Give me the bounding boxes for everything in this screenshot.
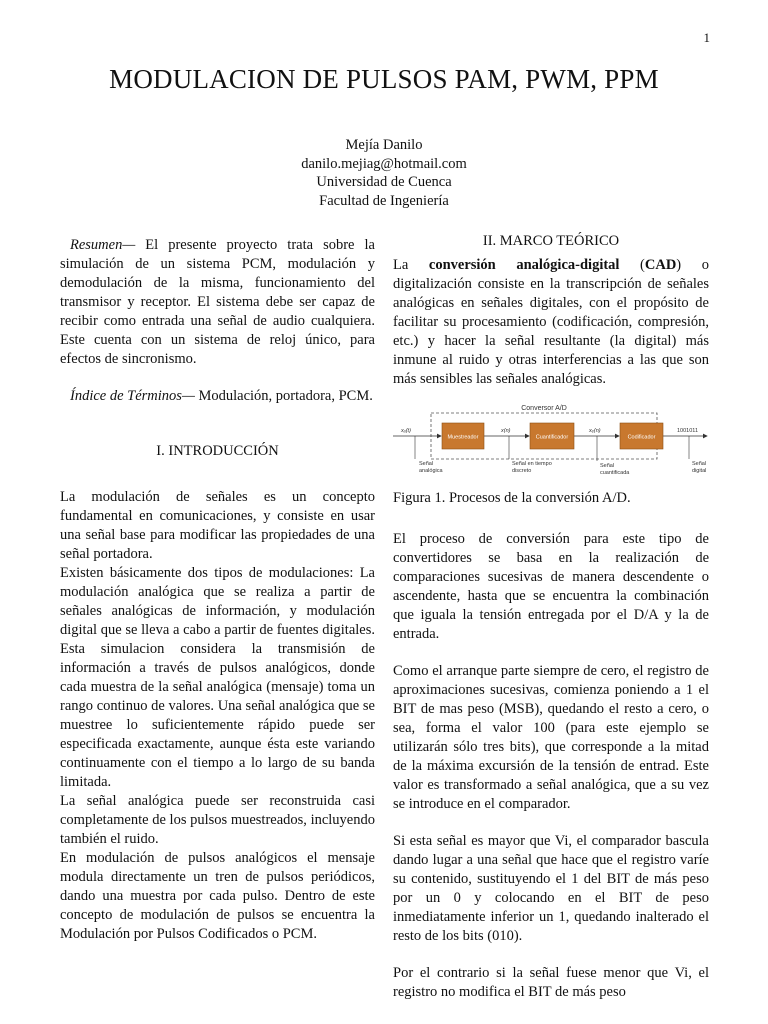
- marco-paragraph-3: Si esta señal es mayor que Vi, el comparador bascula dando lugar a una señal que hace que el registro varíe su contenido, sustituyendo el 1 del BIT de más peso por un 0 y colocando en el BIT de peso inmediatamente inferior un 1, quedando inalterado el resto de los bits (010).: [393, 833, 709, 944]
- author-faculty: Facultad de Ingeniería: [319, 192, 449, 209]
- intro-text-a: La: [393, 257, 429, 273]
- figure-ad-converter: [393, 399, 709, 487]
- figure-caption: Figura 1. Procesos de la conversión A/D.: [393, 490, 631, 506]
- index-terms-text: Modulación, portadora, PCM.: [194, 388, 373, 404]
- block-label-codificador: Codificador: [627, 434, 656, 441]
- signal-xn: x(n): [501, 428, 511, 434]
- intro-abbrev-cad: CAD: [644, 257, 677, 273]
- marco-intro-paragraph: [393, 256, 709, 389]
- signal-xa: xₐ(t): [401, 428, 411, 434]
- abstract-label: Resumen—: [70, 237, 136, 253]
- index-terms: [60, 387, 375, 406]
- index-terms-label: Índice de Términos—: [70, 388, 195, 404]
- label-senal-cuantificada: Señal cuantificada: [600, 463, 630, 476]
- section-heading-marco-teorico: II. MARCO TEÓRICO: [482, 233, 620, 249]
- author-name: Mejía Danilo: [345, 137, 423, 153]
- author-email: danilo.mejiag@hotmail.com: [301, 155, 467, 172]
- marco-paragraph-2: Como el arranque parte siempre de cero, el registro de aproximaciones sucesivas, comienza poniendo a 1 el BIT de mas peso (MSB), quedando el resto a cero, o sea, forma el valor 100 (para este ejemplo se utilizarán sólo tres bits), que corresponde a la mitad de la máxima excursión de la tensión de entrad. Este valor es transformado a señal analógica, que a su vez se introduce en el comparador.: [393, 663, 709, 812]
- marco-paragraph-1: El proceso de conversión para este tipo de convertidores se basa en la realización de comparaciones sucesivas de manera descendente o ascendente, hasta que se encuentra la combinación que iguala la tensión entregada por el D/A y la de entrada.: [393, 531, 709, 642]
- author-block: [0, 136, 768, 210]
- signal-digital-code: 1001011: [677, 428, 699, 434]
- right-column: [393, 232, 709, 1002]
- label-senal-analogica: Señal analógica: [419, 461, 443, 474]
- author-university: Universidad de Cuenca: [316, 174, 452, 190]
- signal-xq: xₑ(n): [589, 428, 601, 434]
- intro-paragraph-3: La señal analógica puede ser reconstruida casi completamente de los pulsos muestreados, incluyendo también el ruido.: [60, 793, 375, 847]
- marco-paragraph-4: Por el contrario si la señal fuese menor que Vi, el registro no modifica el BIT de más peso: [393, 965, 709, 1000]
- intro-text-b: (: [619, 257, 645, 273]
- paper-title: MODULACION DE PULSOS PAM, PWM, PPM: [109, 64, 659, 94]
- intro-paragraph-1: La modulación de señales es un concepto fundamental en comunicaciones, y consiste en usar una señal base para modificar las propiedades de una señal portadora.: [60, 489, 375, 562]
- abstract-text: El presente proyecto trata sobre la simulación de un sistema PCM, modulación y demodulación de la misma, funcionamiento del transmisor y receptor. El sistema debe ser capaz de recibir como entrada una señal de audio cualquiera. Este cuenta con un sistema de reloj único, para efectos de sincronismo.: [60, 237, 375, 367]
- label-senal-digital: Señal digital: [692, 461, 707, 474]
- abstract: [60, 236, 375, 369]
- block-label-cuantificador: Cuantificador: [535, 434, 569, 441]
- page-number: 1: [703, 30, 710, 45]
- intro-term-cad: conversión analógica-digital: [428, 257, 620, 273]
- section-heading-introduccion: I. INTRODUCCIÓN: [156, 443, 279, 459]
- intro-paragraph-4: En modulación de pulsos analógicos el mensaje modula directamente un tren de pulsos periódicos, dando una muestra por cada pulso. Dentro de este concepto de modulación de pulsos se encuentra la Modulación por Pulsos Codificados o PCM.: [60, 850, 375, 942]
- left-column: [60, 236, 375, 944]
- intro-text-c: ) o digitalización consiste en la transcripción de señales analógicas en señales digitales, con el propósito de facilitar su procesamiento (codificación, compresión, etc.) y hacer la señal resultante (la digital) más inmune al ruido y otras interferencias a las que son más sensibles las señales analógicas.: [393, 257, 709, 387]
- intro-paragraph-2: Existen básicamente dos tipos de modulaciones: La modulación analógica que se realiza a partir de señales analógicas de información, y modulación digital que se lleva a cabo a partir de fuentes digitales. Esta simulacion considera la transmisión de información a través de pulsos analógicos, donde cada muestra de la señal analógica (mensaje) toma un rango continuo de valores. Una señal analógica que se muestree lo suficientemente rápido puede ser especificada exactamente, aunque ésta este variando continuamente con el tiempo a lo largo de su banda limitada.: [60, 565, 375, 790]
- block-label-muestreador: Muestreador: [447, 434, 479, 441]
- converter-title: Conversor A/D: [521, 405, 567, 412]
- label-senal-tiempo-discreto: Señal en tiempo discreto: [512, 461, 552, 474]
